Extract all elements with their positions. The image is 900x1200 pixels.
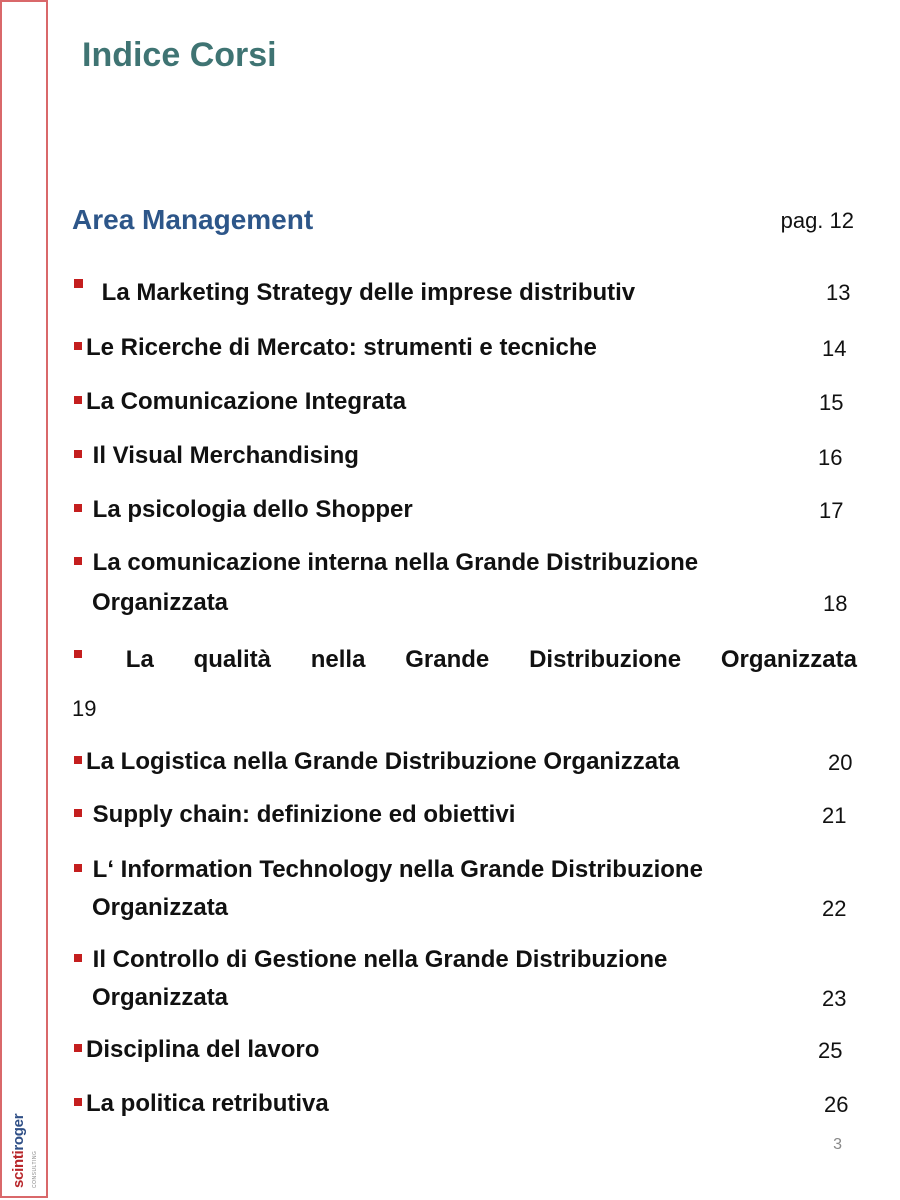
course-item	[74, 940, 667, 980]
course-word: nella	[310, 646, 366, 673]
course-word: La	[125, 646, 154, 673]
bullet-icon	[74, 1098, 82, 1106]
company-logo	[10, 1100, 40, 1190]
bullet-icon	[74, 279, 83, 288]
course-word: Organizzata	[720, 646, 857, 673]
course-page: 22	[822, 896, 847, 921]
left-border-frame	[0, 0, 48, 1198]
course-label-line1: Il Controllo di Gestione nella Grande Distribuzione	[92, 946, 668, 973]
course-page: 17	[819, 498, 844, 523]
course-label: Disciplina del lavoro	[86, 1036, 320, 1063]
course-page: 18	[823, 591, 848, 616]
bullet-icon	[74, 954, 82, 962]
bullet-icon	[74, 504, 82, 512]
course-page: 19	[72, 696, 97, 721]
course-item	[74, 273, 635, 313]
page-title: Indice Corsi	[82, 36, 277, 74]
course-item	[74, 795, 515, 835]
logo-tagline: CONSULTING	[32, 1150, 38, 1188]
course-label: Le Ricerche di Mercato: strumenti e tecniche	[86, 334, 597, 361]
course-item	[74, 1084, 329, 1124]
bullet-icon	[74, 809, 82, 817]
course-item	[74, 436, 359, 476]
course-label-line2: Organizzata	[92, 894, 229, 921]
course-label: La politica retributiva	[86, 1090, 329, 1117]
course-page: 21	[822, 803, 847, 828]
course-label: Il Visual Merchandising	[92, 442, 359, 469]
course-word: Distribuzione	[529, 646, 682, 673]
course-item-continuation	[92, 583, 228, 623]
course-item	[74, 850, 703, 890]
bullet-icon	[74, 557, 82, 565]
course-page: 16	[818, 445, 843, 470]
course-word: Grande	[405, 646, 490, 673]
course-item-continuation	[92, 978, 228, 1018]
course-item	[74, 1030, 319, 1070]
course-item	[74, 328, 597, 368]
area-heading: Area Management	[72, 204, 314, 235]
course-page: 14	[822, 336, 847, 361]
bullet-icon	[74, 450, 82, 458]
area-page-number: pag. 12	[780, 208, 854, 233]
logo-part-2: roger	[10, 1113, 27, 1151]
logo-part-1: scinti	[10, 1150, 27, 1188]
course-label: Supply chain: definizione ed obiettivi	[92, 801, 516, 828]
course-page: 20	[828, 750, 853, 775]
course-page: 15	[819, 390, 844, 415]
course-label-line1: La comunicazione interna nella Grande Distribuzione	[92, 549, 699, 576]
course-item	[74, 543, 698, 583]
course-label: La psicologia dello Shopper	[92, 496, 413, 523]
course-item	[74, 382, 406, 422]
course-label: La Logistica nella Grande Distribuzione Organizzata	[86, 748, 680, 775]
bullet-icon	[74, 396, 82, 404]
course-item-justified	[74, 640, 857, 680]
course-label-line2: Organizzata	[92, 984, 229, 1011]
course-word: qualità	[193, 646, 271, 673]
course-label: La Marketing Strategy delle imprese distributiv	[101, 279, 636, 306]
bullet-icon	[74, 1044, 82, 1052]
course-label-line1: L‘ Information Technology nella Grande Distribuzione	[92, 856, 703, 883]
bullet-icon	[74, 864, 82, 872]
course-page: 26	[824, 1092, 849, 1117]
bullet-icon	[74, 756, 82, 764]
course-page: 13	[826, 280, 851, 305]
course-item	[74, 490, 413, 530]
course-page: 23	[822, 986, 847, 1011]
course-item-continuation	[92, 888, 228, 928]
bullet-icon	[74, 650, 82, 658]
course-label: La Comunicazione Integrata	[86, 388, 407, 415]
bullet-icon	[74, 342, 82, 350]
slide-number: 3	[833, 1136, 842, 1153]
course-label-line2: Organizzata	[92, 589, 229, 616]
course-item	[74, 742, 679, 782]
course-page: 25	[818, 1038, 843, 1063]
